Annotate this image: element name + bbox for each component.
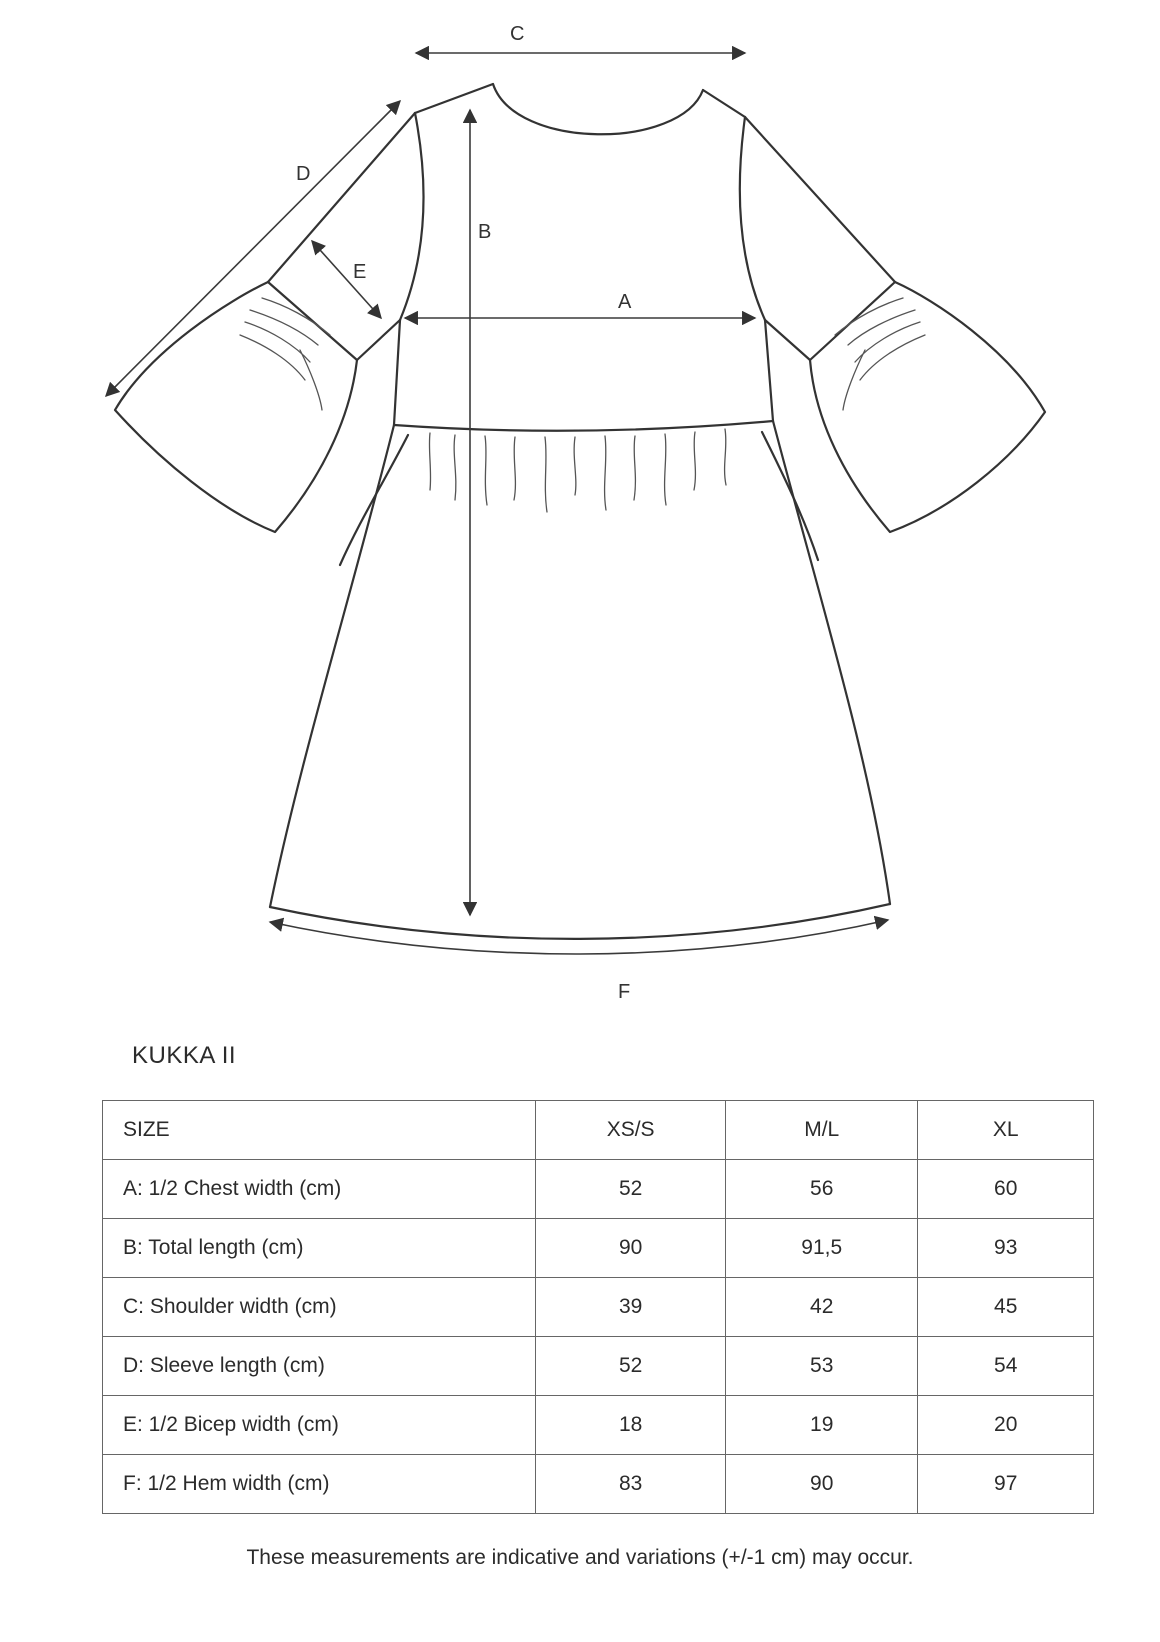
right-flounce (810, 282, 1045, 532)
table-cell: 93 (918, 1219, 1094, 1278)
neckline (493, 84, 703, 134)
right-pocket (762, 432, 818, 560)
table-cell: 45 (918, 1278, 1094, 1337)
table-cell: 53 (725, 1337, 917, 1396)
table-cell: 60 (918, 1160, 1094, 1219)
row-label: F: 1/2 Hem width (cm) (103, 1455, 536, 1514)
table-cell: 56 (725, 1160, 917, 1219)
table-row (103, 1337, 1094, 1396)
row-label: B: Total length (cm) (103, 1219, 536, 1278)
table-cell: 39 (536, 1278, 726, 1337)
hem (270, 904, 890, 939)
right-sleeve-under (765, 320, 810, 360)
waist-seam (394, 421, 773, 431)
table-cell: 97 (918, 1455, 1094, 1514)
gathers (240, 298, 925, 512)
table-cell: 54 (918, 1337, 1094, 1396)
header-xl: XL (918, 1101, 1094, 1160)
left-armhole (400, 113, 423, 320)
right-armhole (740, 117, 765, 320)
table-cell: 42 (725, 1278, 917, 1337)
label-c: C (510, 23, 525, 45)
row-label: C: Shoulder width (cm) (103, 1278, 536, 1337)
table-row (103, 1160, 1094, 1219)
table-cell: 19 (725, 1396, 917, 1455)
measure-d-line (106, 101, 400, 396)
label-e: E (353, 261, 367, 283)
left-pocket (340, 435, 408, 565)
footnote: These measurements are indicative and variations (+/-1 cm) may occur. (246, 1546, 914, 1569)
left-flounce (115, 282, 357, 532)
header-xs-s: XS/S (536, 1101, 726, 1160)
table-header-row (103, 1101, 1094, 1160)
product-title: KUKKA II (132, 1042, 237, 1069)
table-row (103, 1219, 1094, 1278)
left-sleeve-top (268, 113, 415, 282)
left-shoulder (415, 84, 493, 113)
table-row (103, 1396, 1094, 1455)
label-f: F (618, 981, 631, 1003)
table-row (103, 1278, 1094, 1337)
table-cell: 90 (536, 1219, 726, 1278)
right-shoulder (703, 90, 745, 117)
size-chart-table (102, 1100, 1094, 1514)
left-bodice-side (394, 320, 400, 425)
table-cell: 52 (536, 1160, 726, 1219)
header-m-l: M/L (725, 1101, 917, 1160)
table-cell: 91,5 (725, 1219, 917, 1278)
right-sleeve-top (745, 117, 895, 282)
label-a: A (618, 291, 632, 313)
measure-f-line (270, 920, 888, 954)
row-label: E: 1/2 Bicep width (cm) (103, 1396, 536, 1455)
table-cell: 18 (536, 1396, 726, 1455)
right-bodice-side (765, 320, 773, 421)
row-label: A: 1/2 Chest width (cm) (103, 1160, 536, 1219)
table-row (103, 1455, 1094, 1514)
label-d: D (296, 163, 311, 185)
table-cell: 90 (725, 1455, 917, 1514)
table-cell: 83 (536, 1455, 726, 1514)
table-cell: 52 (536, 1337, 726, 1396)
header-size: SIZE (103, 1101, 536, 1160)
measure-e-line (312, 241, 381, 318)
dress-outline (115, 84, 1045, 939)
table-cell: 20 (918, 1396, 1094, 1455)
row-label: D: Sleeve length (cm) (103, 1337, 536, 1396)
left-sleeve-under (357, 320, 400, 360)
label-b: B (478, 221, 492, 243)
measurement-labels (296, 23, 632, 1003)
